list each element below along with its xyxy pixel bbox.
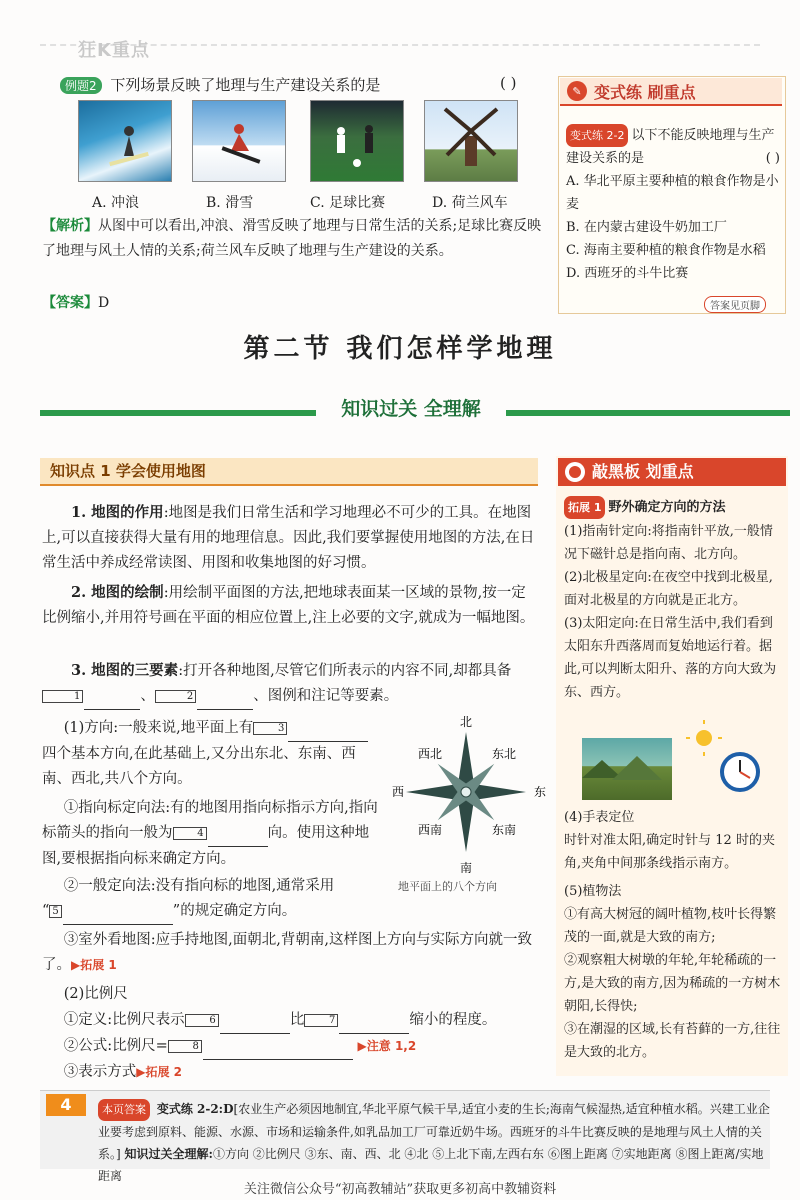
analysis-text: 从图中可以看出,冲浪、滑雪反映了地理与日常生活的关系;足球比赛反映了地理与风土人情的关系;荷兰风车反映了地理与生产建设的关系。 [42, 218, 542, 259]
footer-answers [98, 1098, 770, 1187]
para-map-elements-text: :打开各种地图,尽管它们所表示的内容不同,却都具备 [178, 663, 512, 679]
bottom-promo-note: 关注微信公众号“初高教辅站”获取更多初高中教辅资料 [243, 1182, 557, 1197]
blank-7[interactable] [339, 1008, 409, 1034]
example-badge: 例题2 [60, 77, 102, 94]
footer-practice-explanation: [农业生产必须因地制宜,华北平原气候干旱,适宜小麦的生长;海南气候湿热,适宜种植水稻。兴建工业企业要考虑到原料、能源、水源、市场和运输条件,如乳品加工厂可靠近奶牛场。西班牙的斗牛比赛反映的是地理与风土人情的关系。] [98, 1102, 770, 1161]
practice-option-c: C. 海南主要种植的粮食作物是水稻 [566, 243, 766, 258]
footer-knowledge-label: 知识过关全理解: [124, 1147, 213, 1161]
knowledge-point-heading [40, 458, 538, 486]
para-map-function-text: :地图是我们日常生活和学习地理必不可少的工具。在地图上,可以直接获得大量有用的地理信息。因此,我们要掌握使用地图的方法,在日常生活中养成经常读图、用图和收集地图的好习惯。 [42, 505, 535, 571]
plant-method-2: ②观察粗大树墩的年轮,年轮稀疏的一方,是大致的南方,因为稀疏的一方树木朝阳,长得快; [564, 953, 781, 1014]
blank-number-2: 2 [155, 690, 196, 703]
scale-definition-text-a: ①定义:比例尺表示 [63, 1012, 185, 1028]
sun-and-watch-illustration [682, 720, 772, 810]
blank-6[interactable] [220, 1008, 290, 1034]
blank-8[interactable] [203, 1034, 353, 1060]
blackboard-icon [564, 461, 586, 483]
practice-option-b: B. 在内蒙古建设牛奶加工厂 [566, 220, 727, 235]
compass-w: 西 [391, 785, 405, 799]
option-d: D. 荷兰风车 [432, 195, 508, 211]
practice-title-bar [560, 78, 782, 106]
blank-5[interactable] [63, 899, 173, 925]
method-3-text: ③室外看地图:应手持地图,面朝北,背朝南,这样图上方向与实际方向就一致了。 [42, 932, 532, 973]
blackboard-title-bar [558, 458, 786, 486]
practice-icon [566, 80, 588, 102]
para-direction [42, 716, 372, 792]
direction-text-b: 四个基本方向,在此基础上,又分出东北、东南、西南、西北,共八个方向。 [42, 746, 356, 787]
scale-title: (2)比例尺 [63, 986, 128, 1002]
extension-2-link[interactable]: ▶拓展 2 [136, 1065, 183, 1079]
watch-method-title: (4)手表定位 [564, 810, 635, 825]
blackboard-ext-title: 野外确定方向的方法 [608, 500, 726, 515]
compass-caption: 地平面上的八个方向 [398, 880, 497, 893]
windmill-figure [425, 101, 517, 181]
compass-e: 东 [533, 785, 547, 799]
plant-method-1: ①有高大树冠的阔叶植物,枝叶长得繁茂的一面,就是大致的南方; [564, 907, 777, 945]
scale-definition-text-c: 缩小的程度。 [409, 1012, 497, 1028]
practice-badge: 变式练 2-2 [566, 124, 628, 147]
footer-answers-label: 本页答案 [98, 1099, 150, 1121]
practice-title: 变式练 刷重点 [594, 83, 696, 102]
option-a: A. 冲浪 [92, 195, 140, 211]
para-map-drawing-text: :用绘制平面图的方法,把地球表面某一区域的景物,按一定比例缩小,并用符号画在平面的相应位置上,注上必要的文字,就成为一幅地图。 [42, 585, 535, 626]
windmill-image [424, 100, 518, 182]
method-2-text-b: ”的规定确定方向。 [172, 903, 297, 919]
example-answer [42, 292, 109, 312]
separator-text: 、 [140, 688, 155, 704]
compass-ne: 东北 [491, 747, 517, 761]
blank-number-7: 7 [304, 1014, 338, 1027]
landscape-illustration [582, 738, 672, 800]
method-compass: (1)指南针定向:将指南针平放,一般情况下磁针总是指向南、北方向。 [564, 524, 773, 562]
method-2-text: ②一般定向法:没有指向标的地图,通常采用 [63, 878, 335, 894]
answer-see-footer-link[interactable]: 答案见页脚 [704, 296, 766, 313]
compass-se: 东南 [491, 823, 517, 837]
watch-icon [722, 754, 758, 790]
knowledge-point-title: 知识点 1 学会使用地图 [50, 462, 206, 480]
para-map-elements [42, 658, 540, 710]
extension-1-link[interactable]: ▶拓展 1 [71, 958, 117, 972]
method-1-text-a: ①指向标定向法:有的地图用指向标指示方向,指向标箭头的指向一般为 [42, 800, 378, 841]
scale-formula [42, 1034, 540, 1060]
para-method-1 [42, 796, 382, 872]
players-figure [311, 101, 403, 181]
para-method-2 [42, 874, 382, 925]
practice-question-text: 以下不能反映地理与生产建设关系的是 [566, 128, 775, 166]
practice-bracket: ( ) [765, 151, 780, 166]
example-analysis [42, 214, 542, 264]
compass-sw: 西南 [417, 823, 443, 837]
blank-number-3: 3 [253, 722, 287, 735]
para-method-3 [42, 928, 540, 978]
band-line-left [40, 410, 316, 416]
scale-forms-text: ③表示方式 [63, 1064, 137, 1080]
compass-nw: 西北 [417, 747, 443, 761]
method-sun: (3)太阳定向:在日常生活中,我们看到太阳东升西落周而复始地运行着。据此,可以判断太阳升、落的方向大致为东、西方。 [564, 616, 777, 700]
blank-number-4: 4 [173, 827, 207, 840]
compass-s: 南 [459, 861, 473, 875]
blank-3[interactable] [288, 716, 368, 742]
svg-text:✎: ✎ [572, 85, 582, 98]
example-question [60, 74, 380, 95]
para-map-function-title: 1. 地图的作用 [71, 504, 164, 521]
option-c: C. 足球比赛 [310, 195, 386, 211]
method-polaris: (2)北极星定向:在夜空中找到北极星,面对北极星的方向就是正北方。 [564, 570, 773, 608]
page-number: 4 [46, 1094, 86, 1116]
band-line-right [506, 410, 790, 416]
surfer-figure [79, 101, 171, 181]
section-band-title: 知识过关 全理解 [316, 394, 506, 421]
quote-open: “ [42, 903, 50, 919]
plant-method [564, 880, 784, 1064]
para-map-function [42, 500, 540, 576]
answer-bracket: ( ) [500, 74, 517, 92]
option-b: B. 滑雪 [206, 195, 254, 211]
header-logo: 狂K重点 [78, 40, 150, 61]
blackboard-title: 敲黑板 划重点 [592, 462, 694, 481]
blackboard-methods [564, 520, 784, 704]
method-2-line-2 [42, 899, 296, 925]
scale-definition [42, 1008, 540, 1034]
blank-1[interactable] [84, 684, 140, 710]
skier-figure [193, 101, 285, 181]
blank-number-5: 5 [49, 905, 61, 918]
para-map-elements-title: 3. 地图的三要素 [71, 662, 179, 679]
watch-method [564, 806, 784, 875]
compass-n: 北 [459, 715, 473, 729]
blackboard-ext-label: 拓展 1 [564, 496, 605, 519]
blank-4[interactable] [208, 821, 268, 847]
watch-method-text: 时针对准太阳,确定时针与 12 时的夹角,夹角中间那条线指示南方。 [564, 833, 775, 871]
skiing-image [192, 100, 286, 182]
para-map-drawing-title: 2. 地图的绘制 [71, 584, 164, 601]
analysis-label: 【解析】 [42, 218, 98, 234]
footer-practice-answer: 变式练 2-2:D [156, 1102, 234, 1116]
blank-number-1: 1 [42, 690, 83, 703]
sun-icon [686, 720, 722, 756]
direction-text-a: (1)方向:一般来说,地平面上有 [63, 720, 254, 736]
answer-label: 【答案】 [42, 295, 98, 311]
note-link[interactable]: ▶注意 1,2 [357, 1039, 417, 1053]
scale-forms [42, 1060, 540, 1085]
plant-method-3: ③在潮湿的区域,长有苔藓的一方,往往是大致的北方。 [564, 1022, 781, 1060]
practice-question [566, 124, 780, 285]
scale-definition-text-b: 比 [289, 1012, 305, 1028]
mountain-graphic [582, 738, 672, 800]
football-image [310, 100, 404, 182]
surfing-image [78, 100, 172, 182]
blank-number-8: 8 [168, 1040, 202, 1053]
footer-knowledge-answers: ①方向 ②比例尺 ③东、南、西、北 ④北 ⑤上北下南,左西右东 ⑥图上距离 ⑦实地距离 ⑧图上距离/实地距离 [98, 1147, 764, 1183]
para-map-drawing [42, 580, 540, 631]
compass-rose [388, 712, 548, 892]
blank-number-6: 6 [185, 1014, 219, 1027]
para-map-elements-tail: 、图例和注记等要素。 [253, 688, 399, 704]
method-1-text-b: 向。使用这种地图,要根据指向标来确定方向。 [42, 825, 370, 867]
example-question-text: 下列场景反映了地理与生产建设关系的是 [110, 76, 381, 94]
blackboard-ext-heading [564, 496, 784, 519]
blank-2[interactable] [197, 684, 253, 710]
practice-option-a: A. 华北平原主要种植的粮食作物是小麦 [566, 174, 779, 212]
plant-method-title: (5)植物法 [564, 884, 622, 899]
answer-value: D [98, 295, 110, 311]
section-title: 第二节 我们怎样学地理 [243, 334, 557, 364]
scale-formula-text: ②公式:比例尺= [63, 1038, 168, 1054]
practice-option-d: D. 西班牙的斗牛比赛 [566, 266, 689, 281]
